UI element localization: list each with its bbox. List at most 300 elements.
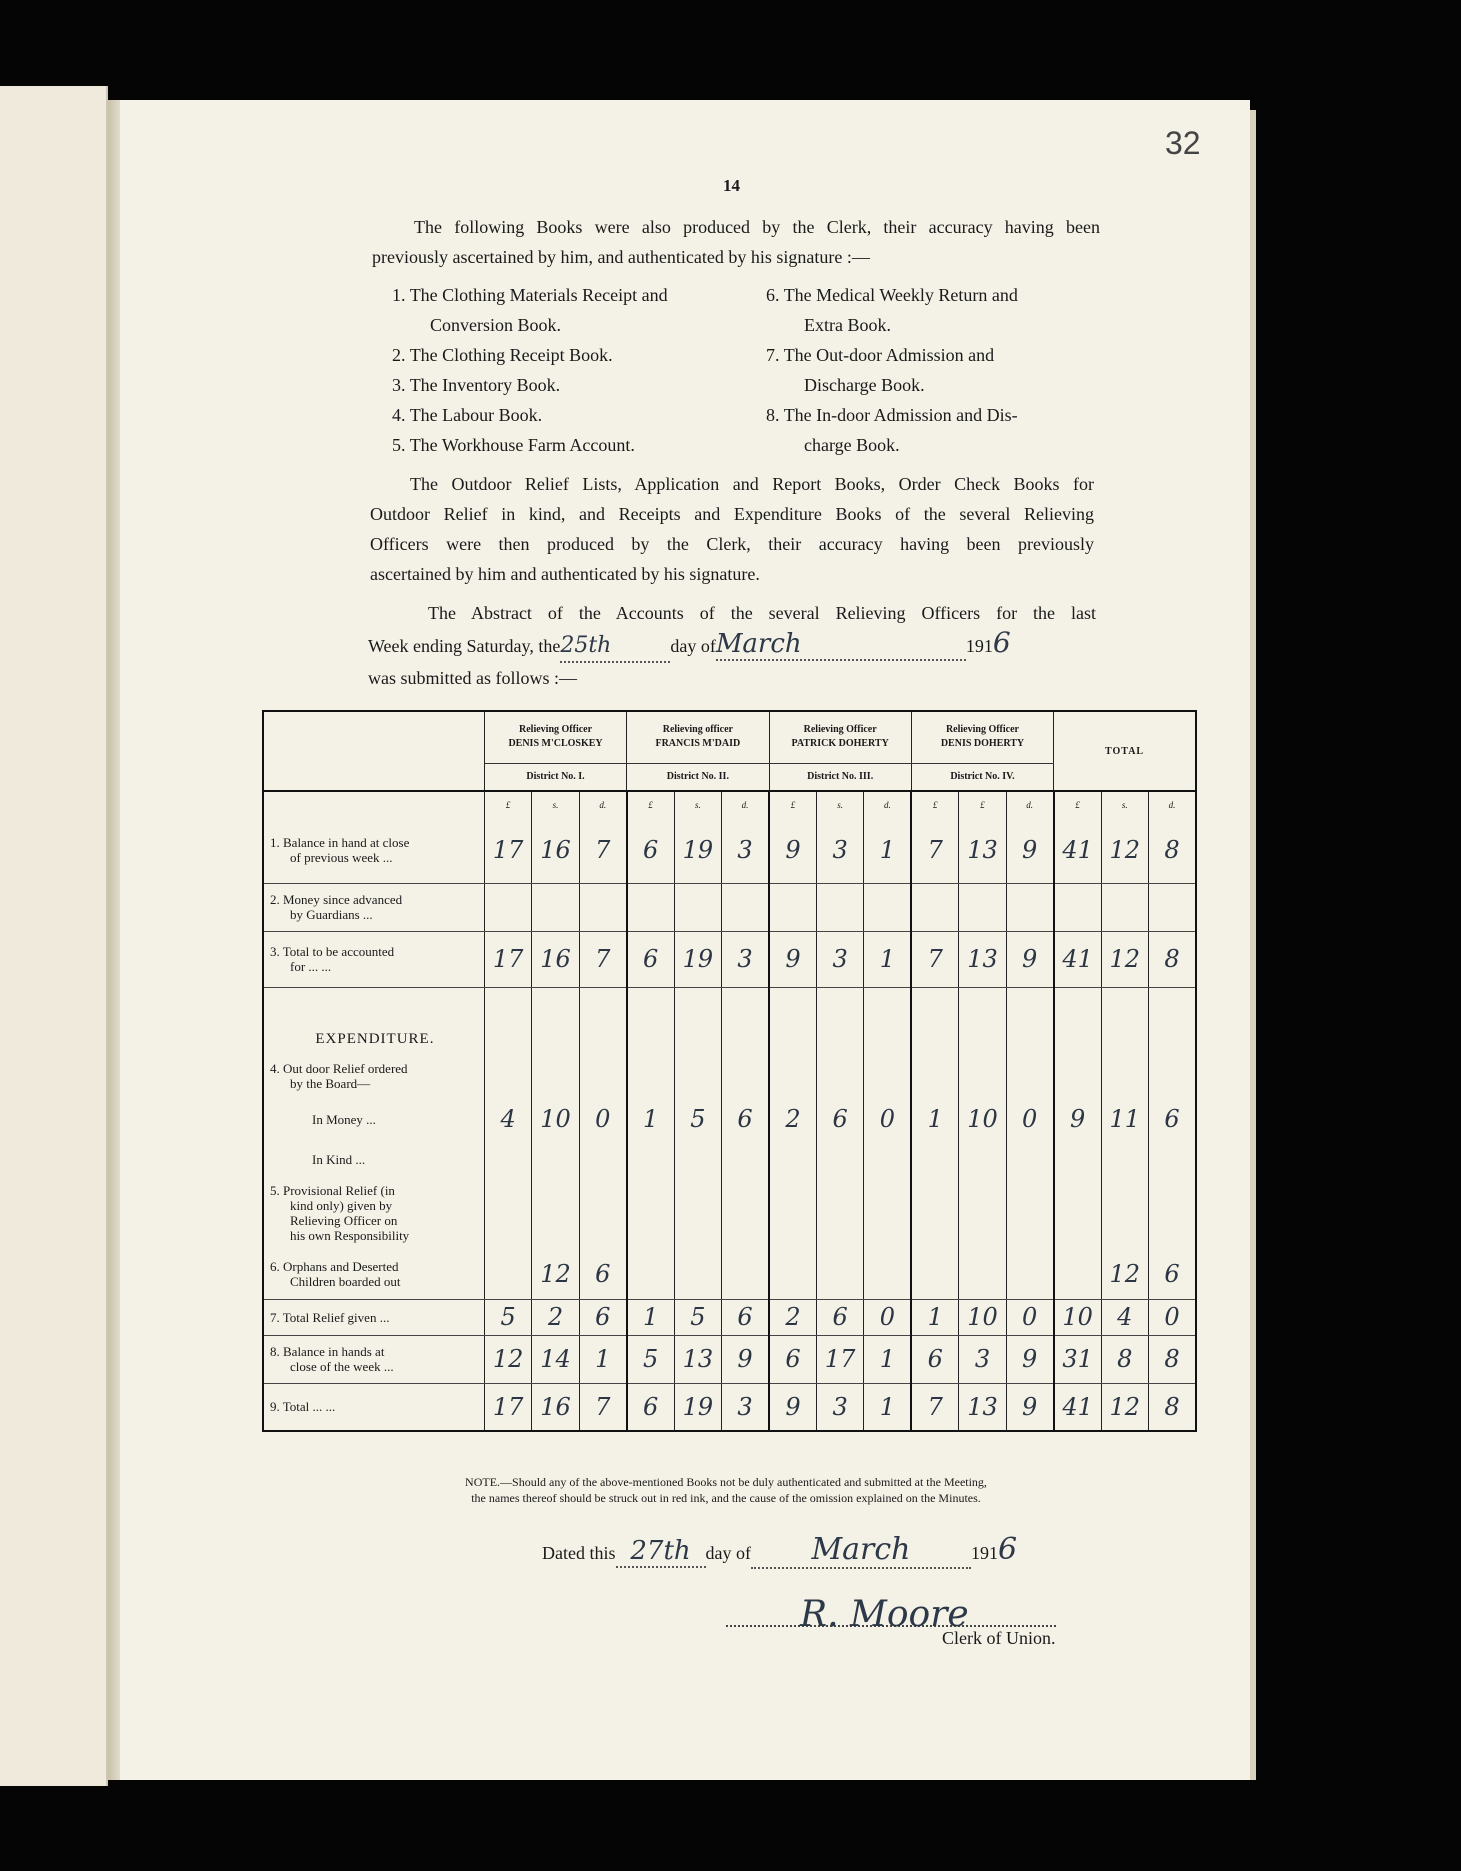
table-row bbox=[263, 883, 1196, 931]
amount-cell bbox=[1101, 987, 1148, 1097]
amount-cell bbox=[1006, 1249, 1053, 1299]
row-label bbox=[263, 817, 484, 883]
amount-cell: 6 bbox=[1149, 1097, 1197, 1141]
dated-month: March bbox=[751, 1532, 971, 1569]
book-title: The In-door Admission and Dis- bbox=[783, 405, 1018, 425]
outdoor-line: Outdoor Relief in kind, and Receipts and Expenditure Books of the several Relieving bbox=[370, 504, 1094, 524]
book-item bbox=[392, 400, 732, 430]
row-label-line: for ... ... bbox=[290, 959, 332, 974]
district-label: District No. I. bbox=[484, 763, 626, 791]
amount-cell bbox=[769, 1141, 816, 1177]
amount-cell: 9 bbox=[769, 1383, 816, 1431]
officer-header bbox=[484, 711, 626, 763]
amount-cell: 13 bbox=[959, 817, 1006, 883]
books-list-left bbox=[392, 280, 732, 460]
district-label: District No. III. bbox=[769, 763, 911, 791]
amount-cell: 17 bbox=[816, 1335, 863, 1383]
amount-cell: 1 bbox=[864, 817, 911, 883]
unit-label: s. bbox=[1101, 791, 1148, 817]
amount-cell bbox=[1054, 1177, 1101, 1249]
clerk-label: Clerk of Union. bbox=[942, 1628, 1056, 1648]
row-label-line: 5. Provisional Relief (in bbox=[270, 1183, 395, 1198]
book-title-cont: Discharge Book. bbox=[804, 375, 925, 395]
row-label-line: Relieving Officer on bbox=[290, 1213, 398, 1228]
amount-cell: 19 bbox=[674, 817, 721, 883]
amount-cell: 12 bbox=[1101, 817, 1148, 883]
book-title: The Workhouse Farm Account. bbox=[409, 435, 635, 455]
amount-cell bbox=[769, 883, 816, 931]
row-label-line: by the Board— bbox=[290, 1076, 371, 1091]
amount-cell bbox=[816, 883, 863, 931]
officer-name: FRANCIS M'DAID bbox=[655, 738, 741, 750]
amount-cell bbox=[911, 987, 958, 1097]
row-label-line: In Money ... bbox=[312, 1111, 376, 1127]
outdoor-line: ascertained by him and authenticated by his signature. bbox=[370, 564, 760, 584]
amount-cell bbox=[579, 1177, 626, 1249]
amount-cell: 10 bbox=[532, 1097, 579, 1141]
amount-cell bbox=[532, 883, 579, 931]
amount-cell: 8 bbox=[1101, 1335, 1148, 1383]
amount-cell: 12 bbox=[1101, 931, 1148, 987]
amount-cell: 6 bbox=[579, 1249, 626, 1299]
amount-cell: 1 bbox=[579, 1335, 626, 1383]
amount-cell: 3 bbox=[722, 817, 769, 883]
note-line: the names thereof should be struck out in red ink, and the cause of the omission explained on the Minutes. bbox=[471, 1491, 981, 1505]
row-label-line: 9. Total ... ... bbox=[270, 1399, 336, 1415]
officer-header bbox=[911, 711, 1053, 763]
amount-cell bbox=[484, 883, 531, 931]
amount-cell bbox=[627, 987, 674, 1097]
book-item bbox=[392, 340, 732, 370]
row-label bbox=[263, 987, 484, 1097]
year-digit: 6 bbox=[992, 626, 1011, 659]
dated-year-prefix: 191 bbox=[970, 1543, 998, 1563]
amount-cell bbox=[959, 987, 1006, 1097]
row-label bbox=[263, 1177, 484, 1249]
amount-cell: 41 bbox=[1054, 817, 1101, 883]
week-prefix: Week ending Saturday, the bbox=[368, 636, 561, 656]
amount-cell bbox=[959, 883, 1006, 931]
abstract-line: The Abstract of the Accounts of the several Relieving Officers for the last bbox=[428, 603, 1096, 623]
amount-cell: 12 bbox=[1101, 1383, 1148, 1431]
table-row bbox=[263, 1177, 1196, 1249]
dated-day-of: day of bbox=[705, 1543, 751, 1563]
book-number: 7. bbox=[766, 345, 780, 365]
amount-cell bbox=[484, 1249, 531, 1299]
amount-cell: 14 bbox=[532, 1335, 579, 1383]
unit-label: £ bbox=[769, 791, 816, 817]
row-label-line: In Kind ... bbox=[312, 1151, 366, 1167]
table-body bbox=[263, 817, 1196, 1431]
table-row bbox=[263, 817, 1196, 883]
unit-label: d. bbox=[1149, 791, 1197, 817]
amount-cell bbox=[864, 883, 911, 931]
intro-line: previously ascertained by him, and authenticated by his signature :— bbox=[372, 247, 870, 267]
row-label bbox=[263, 1383, 484, 1431]
amount-cell: 8 bbox=[1149, 1335, 1197, 1383]
amount-cell: 4 bbox=[484, 1097, 531, 1141]
year-prefix: 191 bbox=[965, 636, 993, 656]
note-line: NOTE.—Should any of the above-mentioned Books not be duly authenticated and submitted at the Meeting, bbox=[465, 1475, 987, 1489]
unit-label: d. bbox=[864, 791, 911, 817]
unit-label: d. bbox=[1006, 791, 1053, 817]
book-item bbox=[766, 400, 1096, 460]
amount-cell: 6 bbox=[722, 1097, 769, 1141]
row-label-line: his own Responsibility bbox=[290, 1228, 410, 1243]
amount-cell bbox=[627, 1249, 674, 1299]
intro-line: The following Books were also produced by the Clerk, their accuracy having been bbox=[414, 217, 1100, 237]
amount-cell: 8 bbox=[1149, 931, 1197, 987]
amount-cell: 3 bbox=[722, 1383, 769, 1431]
book-title-cont: Extra Book. bbox=[804, 315, 891, 335]
amount-cell: 2 bbox=[769, 1299, 816, 1335]
row-label-line: Children boarded out bbox=[290, 1273, 401, 1289]
amount-cell bbox=[911, 1177, 958, 1249]
amount-cell: 6 bbox=[911, 1335, 958, 1383]
book-title: The Out-door Admission and bbox=[783, 345, 995, 365]
amount-cell: 9 bbox=[1006, 931, 1053, 987]
amount-cell: 12 bbox=[532, 1249, 579, 1299]
officer-name: DENIS DOHERTY bbox=[940, 738, 1025, 750]
book-number: 2. bbox=[392, 345, 406, 365]
row-label-line: 7. Total Relief given ... bbox=[270, 1309, 390, 1325]
row-label-line: 2. Money since advanced bbox=[270, 892, 403, 907]
amount-cell bbox=[864, 987, 911, 1097]
book-number: 6. bbox=[766, 285, 780, 305]
amount-cell bbox=[1006, 1177, 1053, 1249]
amount-cell: 11 bbox=[1101, 1097, 1148, 1141]
expenditure-heading: EXPENDITURE. bbox=[315, 1031, 435, 1047]
book-title: The Clothing Receipt Book. bbox=[409, 345, 613, 365]
amount-cell: 4 bbox=[1101, 1299, 1148, 1335]
book-title-cont: Conversion Book. bbox=[430, 315, 562, 335]
amount-cell: 0 bbox=[579, 1097, 626, 1141]
dated-day: 27th bbox=[616, 1536, 706, 1568]
amount-cell: 3 bbox=[816, 1383, 863, 1431]
amount-cell: 3 bbox=[816, 931, 863, 987]
amount-cell: 6 bbox=[627, 817, 674, 883]
amount-cell: 41 bbox=[1054, 1383, 1101, 1431]
amount-cell bbox=[1149, 1141, 1197, 1177]
unit-label: s. bbox=[532, 791, 579, 817]
amount-cell: 8 bbox=[1149, 1383, 1197, 1431]
amount-cell: 6 bbox=[769, 1335, 816, 1383]
unit-label: s. bbox=[674, 791, 721, 817]
row-label-line: 1. Balance in hand at close bbox=[270, 834, 410, 850]
amount-cell: 8 bbox=[1149, 817, 1197, 883]
amount-cell bbox=[959, 1141, 1006, 1177]
amount-cell bbox=[959, 1249, 1006, 1299]
amount-cell bbox=[1149, 987, 1197, 1097]
table-row bbox=[263, 1383, 1196, 1431]
dated-year-digit: 6 bbox=[997, 1532, 1018, 1567]
officer-name: PATRICK DOHERTY bbox=[791, 738, 889, 750]
table-row bbox=[263, 1335, 1196, 1383]
amount-cell bbox=[959, 1177, 1006, 1249]
amount-cell: 1 bbox=[864, 1335, 911, 1383]
amount-cell bbox=[816, 1177, 863, 1249]
amount-cell bbox=[579, 883, 626, 931]
amount-cell: 17 bbox=[484, 1383, 531, 1431]
amount-cell: 2 bbox=[769, 1097, 816, 1141]
officer-header bbox=[769, 711, 911, 763]
amount-cell bbox=[484, 987, 531, 1097]
amount-cell bbox=[816, 987, 863, 1097]
amount-cell bbox=[722, 1141, 769, 1177]
row-label bbox=[263, 931, 484, 987]
row-label-line: 8. Balance in hands at bbox=[270, 1344, 385, 1359]
page-rim bbox=[1250, 110, 1256, 1780]
amount-cell: 0 bbox=[864, 1299, 911, 1335]
amount-cell bbox=[1054, 1249, 1101, 1299]
book-number: 4. bbox=[392, 405, 406, 425]
amount-cell bbox=[722, 987, 769, 1097]
amount-cell: 3 bbox=[722, 931, 769, 987]
book-title: The Clothing Materials Receipt and bbox=[409, 285, 668, 305]
amount-cell: 7 bbox=[911, 817, 958, 883]
row-label-line: by Guardians ... bbox=[290, 907, 373, 922]
amount-cell bbox=[484, 1141, 531, 1177]
amount-cell bbox=[1101, 1141, 1148, 1177]
amount-cell: 10 bbox=[1054, 1299, 1101, 1335]
table-row bbox=[263, 1249, 1196, 1299]
amount-cell: 16 bbox=[532, 1383, 579, 1431]
amount-cell bbox=[1006, 987, 1053, 1097]
amount-cell bbox=[769, 987, 816, 1097]
table-row bbox=[263, 1141, 1196, 1177]
blank-header bbox=[263, 711, 484, 791]
amount-cell: 13 bbox=[959, 1383, 1006, 1431]
amount-cell bbox=[532, 1177, 579, 1249]
amount-cell: 12 bbox=[1101, 1249, 1148, 1299]
amount-cell bbox=[1054, 883, 1101, 931]
book-number: 5. bbox=[392, 435, 406, 455]
amount-cell: 5 bbox=[484, 1299, 531, 1335]
row-label bbox=[263, 1335, 484, 1383]
book-number: 1. bbox=[392, 285, 406, 305]
amount-cell: 10 bbox=[959, 1097, 1006, 1141]
amount-cell: 1 bbox=[911, 1299, 958, 1335]
unit-row bbox=[263, 791, 1196, 817]
amount-cell: 7 bbox=[911, 931, 958, 987]
amount-cell: 0 bbox=[1149, 1299, 1197, 1335]
week-month: March bbox=[716, 629, 966, 661]
book-title: The Inventory Book. bbox=[409, 375, 561, 395]
book-title: The Medical Weekly Return and bbox=[783, 285, 1018, 305]
amount-cell bbox=[1101, 883, 1148, 931]
amount-cell: 17 bbox=[484, 931, 531, 987]
book-title: The Labour Book. bbox=[409, 405, 543, 425]
amount-cell bbox=[722, 883, 769, 931]
amount-cell: 12 bbox=[484, 1335, 531, 1383]
officer-title: Relieving officer bbox=[662, 724, 733, 736]
district-label: District No. II. bbox=[627, 763, 769, 791]
week-day: 25th bbox=[560, 631, 670, 663]
amount-cell bbox=[674, 1249, 721, 1299]
amount-cell: 6 bbox=[1149, 1249, 1197, 1299]
amount-cell bbox=[627, 1177, 674, 1249]
row-label-line: of previous week ... bbox=[290, 849, 393, 865]
row-label bbox=[263, 1249, 484, 1299]
amount-cell: 17 bbox=[484, 817, 531, 883]
amount-cell: 6 bbox=[627, 931, 674, 987]
amount-cell: 31 bbox=[1054, 1335, 1101, 1383]
amount-cell bbox=[1149, 1177, 1197, 1249]
book-number: 3. bbox=[392, 375, 406, 395]
outdoor-line: The Outdoor Relief Lists, Application and Report Books, Order Check Books for bbox=[410, 474, 1094, 494]
row-label bbox=[263, 883, 484, 931]
unit-label: s. bbox=[816, 791, 863, 817]
amount-cell: 9 bbox=[769, 931, 816, 987]
amount-cell: 5 bbox=[674, 1299, 721, 1335]
signature: R. Moore bbox=[800, 1594, 969, 1635]
book-item bbox=[766, 340, 1096, 400]
unit-label: £ bbox=[911, 791, 958, 817]
amount-cell bbox=[579, 987, 626, 1097]
book-item bbox=[766, 280, 1096, 340]
amount-cell bbox=[864, 1141, 911, 1177]
amount-cell bbox=[627, 1141, 674, 1177]
amount-cell: 13 bbox=[674, 1335, 721, 1383]
intro-paragraph bbox=[372, 212, 1100, 272]
unit-label: £ bbox=[627, 791, 674, 817]
amount-cell bbox=[484, 1177, 531, 1249]
unit-label: £ bbox=[1054, 791, 1101, 817]
officer-title: Relieving Officer bbox=[519, 724, 593, 736]
amount-cell: 1 bbox=[627, 1299, 674, 1335]
amount-cell bbox=[816, 1141, 863, 1177]
row-label bbox=[263, 1097, 484, 1141]
amount-cell: 0 bbox=[1006, 1299, 1053, 1335]
total-header: TOTAL bbox=[1054, 711, 1196, 791]
amount-cell: 2 bbox=[532, 1299, 579, 1335]
amount-cell: 0 bbox=[864, 1097, 911, 1141]
amount-cell bbox=[627, 883, 674, 931]
amount-cell bbox=[674, 1177, 721, 1249]
book-item bbox=[392, 370, 732, 400]
row-label-line: 6. Orphans and Deserted bbox=[270, 1258, 399, 1274]
amount-cell: 7 bbox=[579, 817, 626, 883]
amount-cell: 7 bbox=[579, 1383, 626, 1431]
amount-cell bbox=[1054, 987, 1101, 1097]
dated-line bbox=[542, 1532, 1017, 1569]
district-label: District No. IV. bbox=[911, 763, 1053, 791]
amount-cell bbox=[911, 883, 958, 931]
amount-cell bbox=[674, 883, 721, 931]
amount-cell bbox=[816, 1249, 863, 1299]
row-label-line: 3. Total to be accounted bbox=[270, 944, 395, 959]
amount-cell bbox=[864, 1177, 911, 1249]
amount-cell: 9 bbox=[1054, 1097, 1101, 1141]
officer-header bbox=[627, 711, 769, 763]
amount-cell: 6 bbox=[627, 1383, 674, 1431]
amount-cell: 3 bbox=[816, 817, 863, 883]
amount-cell bbox=[1101, 1177, 1148, 1249]
amount-cell: 7 bbox=[579, 931, 626, 987]
table-row bbox=[263, 1097, 1196, 1141]
amount-cell: 7 bbox=[911, 1383, 958, 1431]
amount-cell: 9 bbox=[1006, 1383, 1053, 1431]
table-row bbox=[263, 931, 1196, 987]
folio-number: 32 bbox=[1165, 125, 1201, 161]
abstract-week-line bbox=[368, 628, 1096, 663]
abstract-paragraph bbox=[368, 598, 1096, 693]
amount-cell: 10 bbox=[959, 1299, 1006, 1335]
previous-page-edge bbox=[0, 86, 108, 1786]
amount-cell bbox=[1149, 883, 1197, 931]
row-label bbox=[263, 1141, 484, 1177]
page-number: 14 bbox=[723, 176, 740, 195]
amount-cell bbox=[532, 987, 579, 1097]
amount-cell bbox=[722, 1249, 769, 1299]
amount-cell: 1 bbox=[864, 931, 911, 987]
outdoor-line: Officers were then produced by the Clerk, their accuracy having been previously bbox=[370, 534, 1094, 554]
row-label bbox=[263, 1299, 484, 1335]
amount-cell: 6 bbox=[816, 1299, 863, 1335]
amount-cell: 0 bbox=[1006, 1097, 1053, 1141]
amount-cell: 1 bbox=[627, 1097, 674, 1141]
amount-cell: 19 bbox=[674, 1383, 721, 1431]
amount-cell: 9 bbox=[1006, 817, 1053, 883]
amount-cell: 3 bbox=[959, 1335, 1006, 1383]
amount-cell: 1 bbox=[864, 1383, 911, 1431]
amount-cell bbox=[864, 1249, 911, 1299]
row-label-line: kind only) given by bbox=[290, 1198, 393, 1213]
abstract-table bbox=[262, 710, 1197, 1432]
amount-cell bbox=[1006, 1141, 1053, 1177]
amount-cell: 16 bbox=[532, 817, 579, 883]
book-item bbox=[392, 430, 732, 460]
amount-cell: 9 bbox=[769, 817, 816, 883]
amount-cell bbox=[674, 1141, 721, 1177]
amount-cell bbox=[769, 1249, 816, 1299]
amount-cell bbox=[722, 1177, 769, 1249]
amount-cell bbox=[674, 987, 721, 1097]
amount-cell: 9 bbox=[1006, 1335, 1053, 1383]
officer-title: Relieving Officer bbox=[945, 724, 1019, 736]
amount-cell bbox=[911, 1249, 958, 1299]
book-title-cont: charge Book. bbox=[804, 435, 900, 455]
amount-cell bbox=[911, 1141, 958, 1177]
amount-cell bbox=[579, 1141, 626, 1177]
amount-cell: 16 bbox=[532, 931, 579, 987]
amount-cell: 1 bbox=[911, 1097, 958, 1141]
unit-label: d. bbox=[579, 791, 626, 817]
amount-cell bbox=[769, 1177, 816, 1249]
unit-label: £ bbox=[484, 791, 531, 817]
amount-cell: 13 bbox=[959, 931, 1006, 987]
outdoor-paragraph bbox=[370, 469, 1094, 589]
row-label-line: 4. Out door Relief ordered bbox=[270, 1061, 408, 1076]
officer-title: Relieving Officer bbox=[803, 724, 877, 736]
officer-name: DENIS M'CLOSKEY bbox=[508, 738, 603, 750]
amount-cell bbox=[1006, 883, 1053, 931]
dated-prefix: Dated this bbox=[542, 1543, 616, 1563]
footnote bbox=[356, 1474, 1096, 1506]
amount-cell: 41 bbox=[1054, 931, 1101, 987]
table-row bbox=[263, 987, 1196, 1097]
unit-blank bbox=[263, 791, 484, 817]
amount-cell bbox=[1054, 1141, 1101, 1177]
book-number: 8. bbox=[766, 405, 780, 425]
day-of-label: day of bbox=[670, 636, 716, 656]
row-label-line: close of the week ... bbox=[290, 1359, 394, 1374]
amount-cell: 6 bbox=[579, 1299, 626, 1335]
amount-cell: 19 bbox=[674, 931, 721, 987]
unit-label: £ bbox=[959, 791, 1006, 817]
unit-label: d. bbox=[722, 791, 769, 817]
abstract-line: was submitted as follows :— bbox=[368, 668, 577, 688]
